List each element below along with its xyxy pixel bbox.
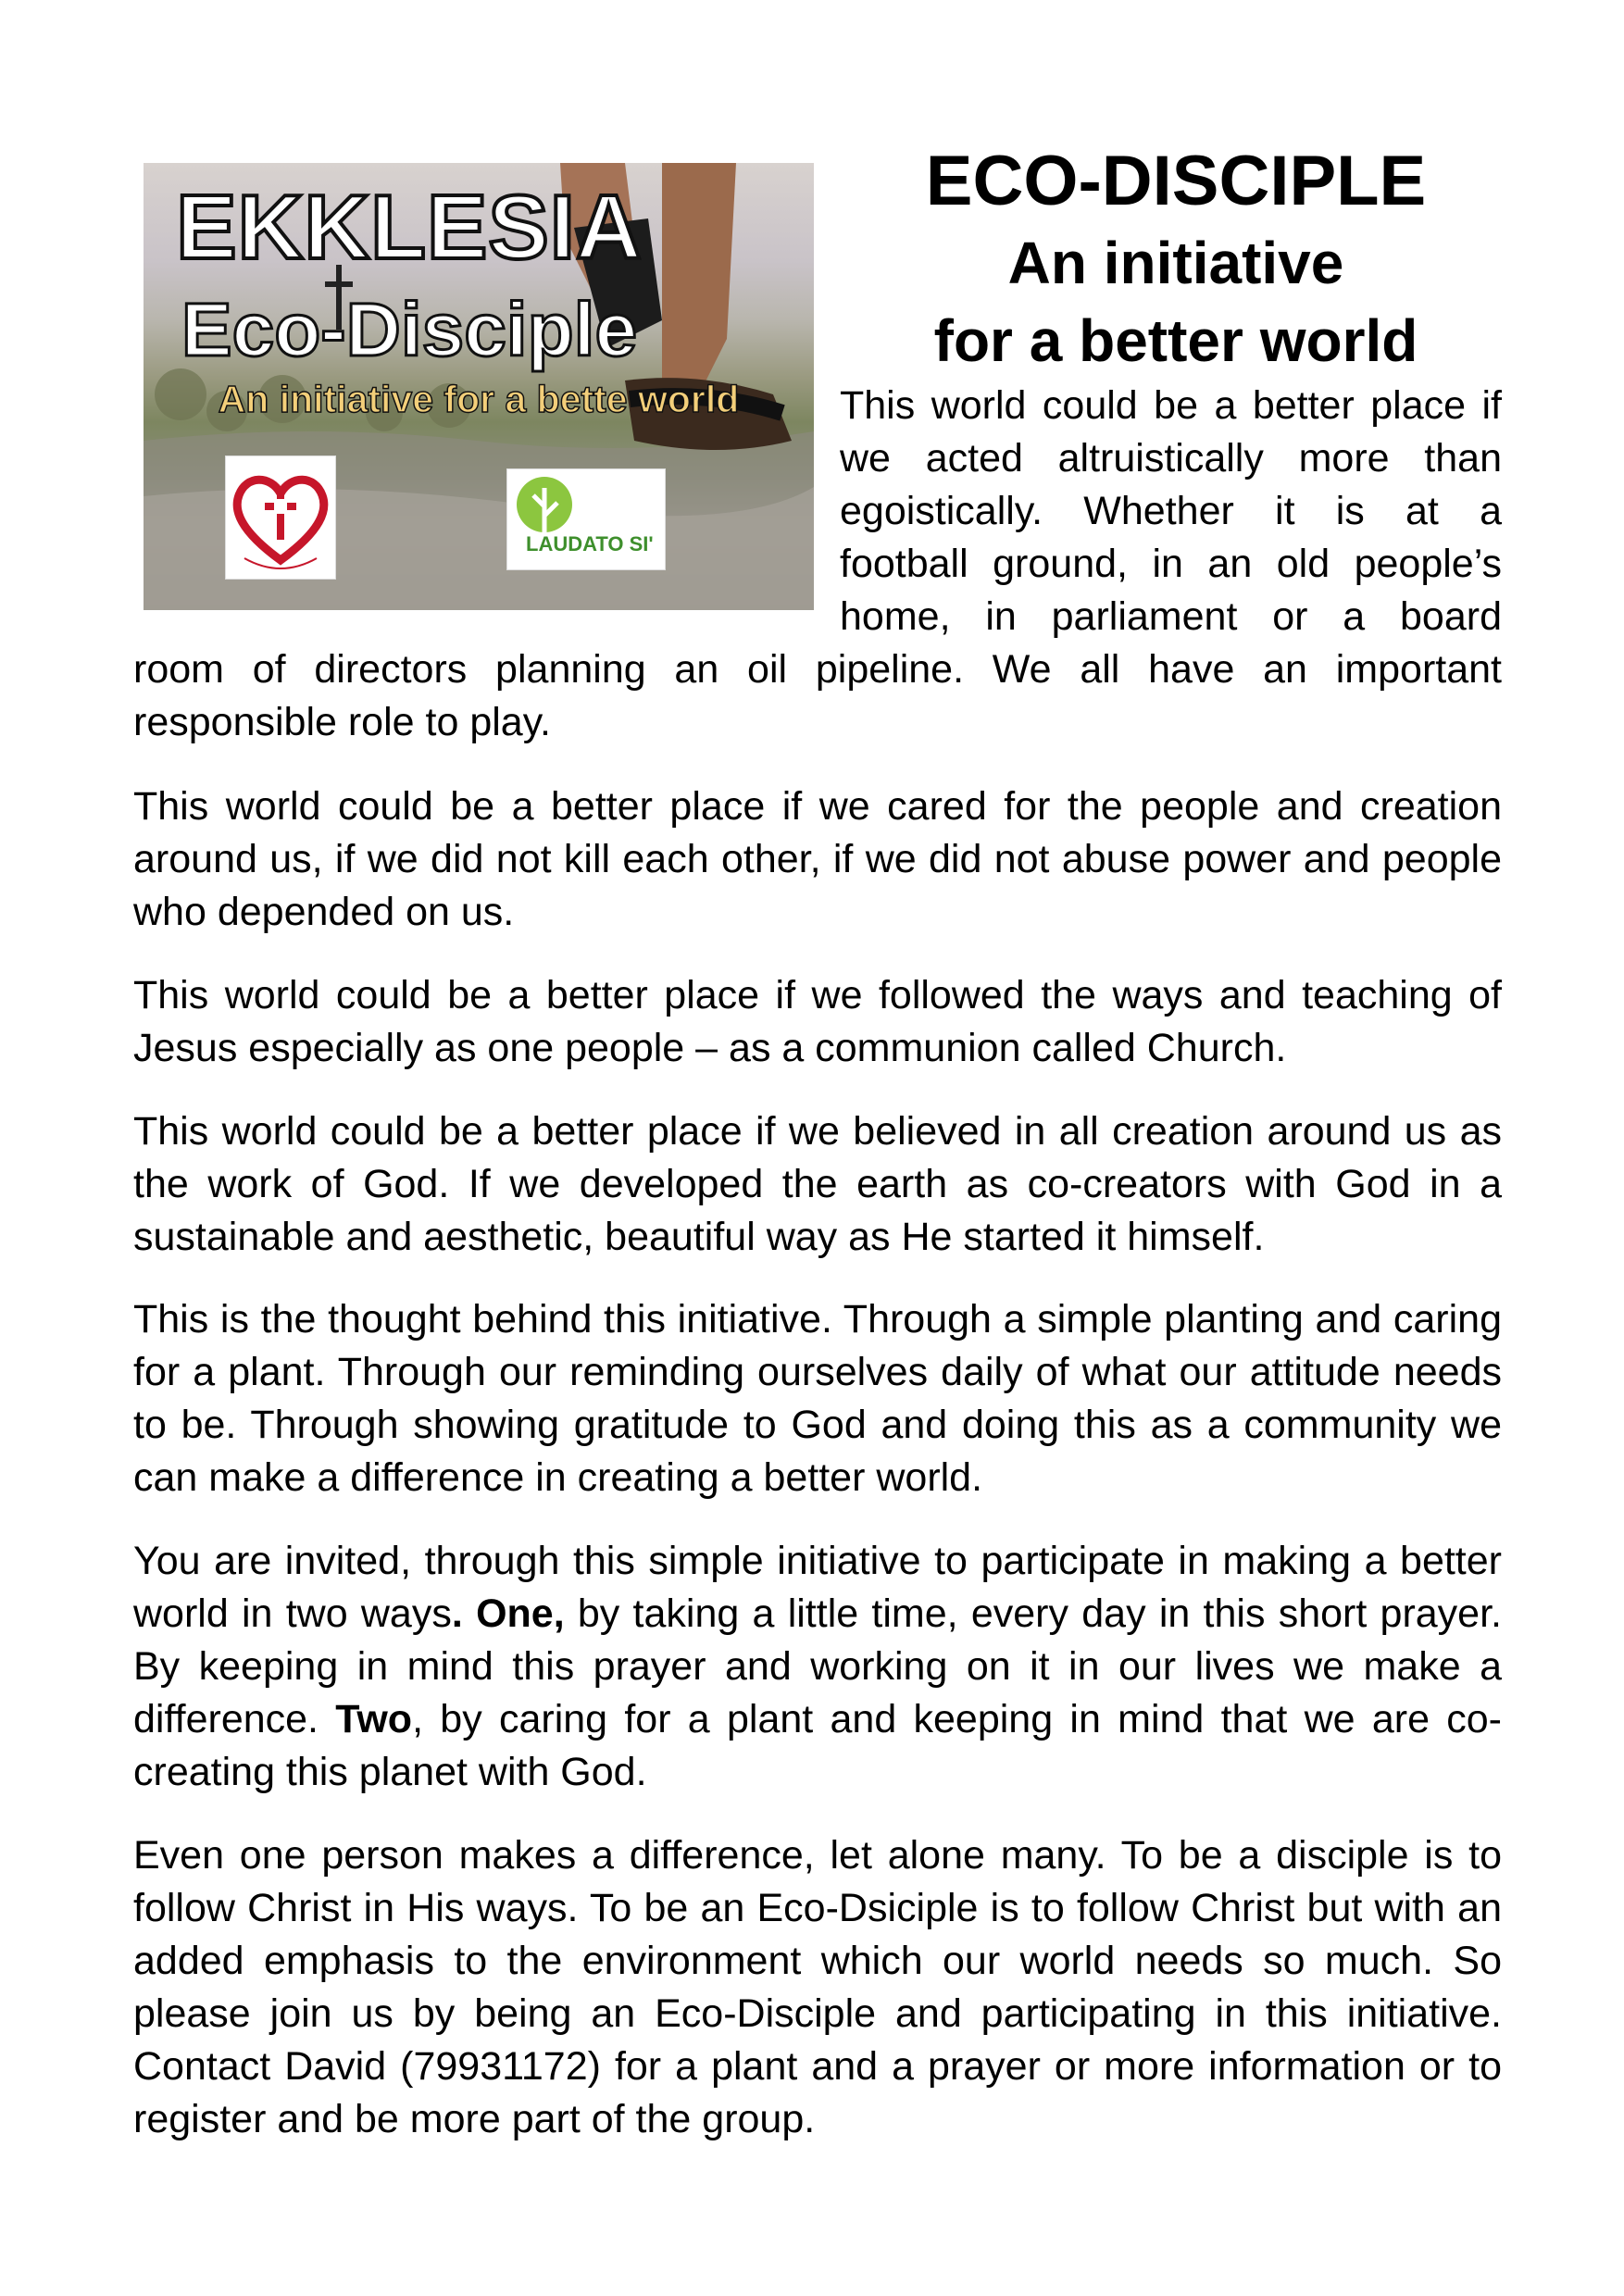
banner-subtitle: Eco-Disciple	[181, 288, 638, 372]
banner-tagline: An initiative for a bette world	[218, 378, 740, 420]
laudato-si-label: LAUDATO SI'	[526, 532, 654, 555]
page-subtitle-line-1: An initiative	[1007, 230, 1344, 296]
heart-icon	[226, 456, 335, 579]
paragraph-6	[133, 1535, 1502, 1799]
paragraph-3: This world could be a better place if we followed the ways and teaching of Jesus especially as one people – as a communion called Church.	[133, 973, 1502, 1070]
page-title: ECO-DISCIPLE	[925, 142, 1427, 220]
paragraph-6-period: .	[451, 1591, 463, 1636]
paragraph-6-text: by taking a little time, every day in this short prayer. By keeping in mind this prayer and working on it in our lives we make a difference.	[133, 1591, 1502, 1741]
banner-title: EKKLESIA	[176, 176, 643, 278]
intro-continuation	[133, 643, 1502, 749]
paragraph-4: This world could be a better place if we believed in all creation around us as the work of God. If we developed the earth as co-creators with God in a sustainable and aesthetic, beautiful way as He started it himself.	[133, 1109, 1502, 1259]
laudato-si-logo	[506, 468, 666, 570]
intro-line: room of directors planning an oil pipeline. We all have an important	[133, 647, 1502, 692]
paragraph-6-two: Two	[335, 1697, 413, 1741]
page-subtitle-line-2: for a better world	[933, 307, 1418, 374]
intro-wrapped-text	[840, 380, 1502, 643]
paragraph-7: Even one person makes a difference, let alone many. To be a disciple is to follow Christ in His ways. To be an Eco-Dsiciple is to follow Christ but with an added emphasis to the environment which our world needs so much. So please join us by being an Eco-Disciple and participating in this initiative. Contact David (79931172) for a plant and a prayer or more information or to register and be more part of the group.	[133, 1833, 1502, 2141]
intro-line: This world could be a better place if	[840, 383, 1502, 428]
paragraph-6-text: You are invited, through this simple initiative to participate in making a better world in two ways	[133, 1539, 1502, 1636]
intro-line: football ground, in an old people’s	[840, 542, 1502, 586]
paragraph-2: This world could be a better place if we cared for the people and creation around us, if we did not kill each other, if we did not abuse power and people who depended on us.	[133, 784, 1502, 934]
heart-logo	[225, 455, 336, 580]
intro-line: egoistically. Whether it is at a	[840, 489, 1502, 533]
intro-line: responsible role to play.	[133, 700, 551, 744]
intro-line: we acted altruistically more than	[840, 436, 1502, 480]
banner-image	[144, 163, 814, 610]
intro-line: home, in parliament or a board	[840, 594, 1502, 639]
paragraph-5: This is the thought behind this initiative. Through a simple planting and caring for a plant. Through our reminding ourselves daily of what our attitude needs to be. Through showing gratitude to God and doing this as a community we can make a difference in creating a better world.	[133, 1297, 1502, 1500]
paragraph-6-text: , by caring for a plant and keeping in mind that we are co-creating this planet with God.	[133, 1697, 1502, 1794]
paragraph-6-one: One,	[476, 1591, 565, 1636]
